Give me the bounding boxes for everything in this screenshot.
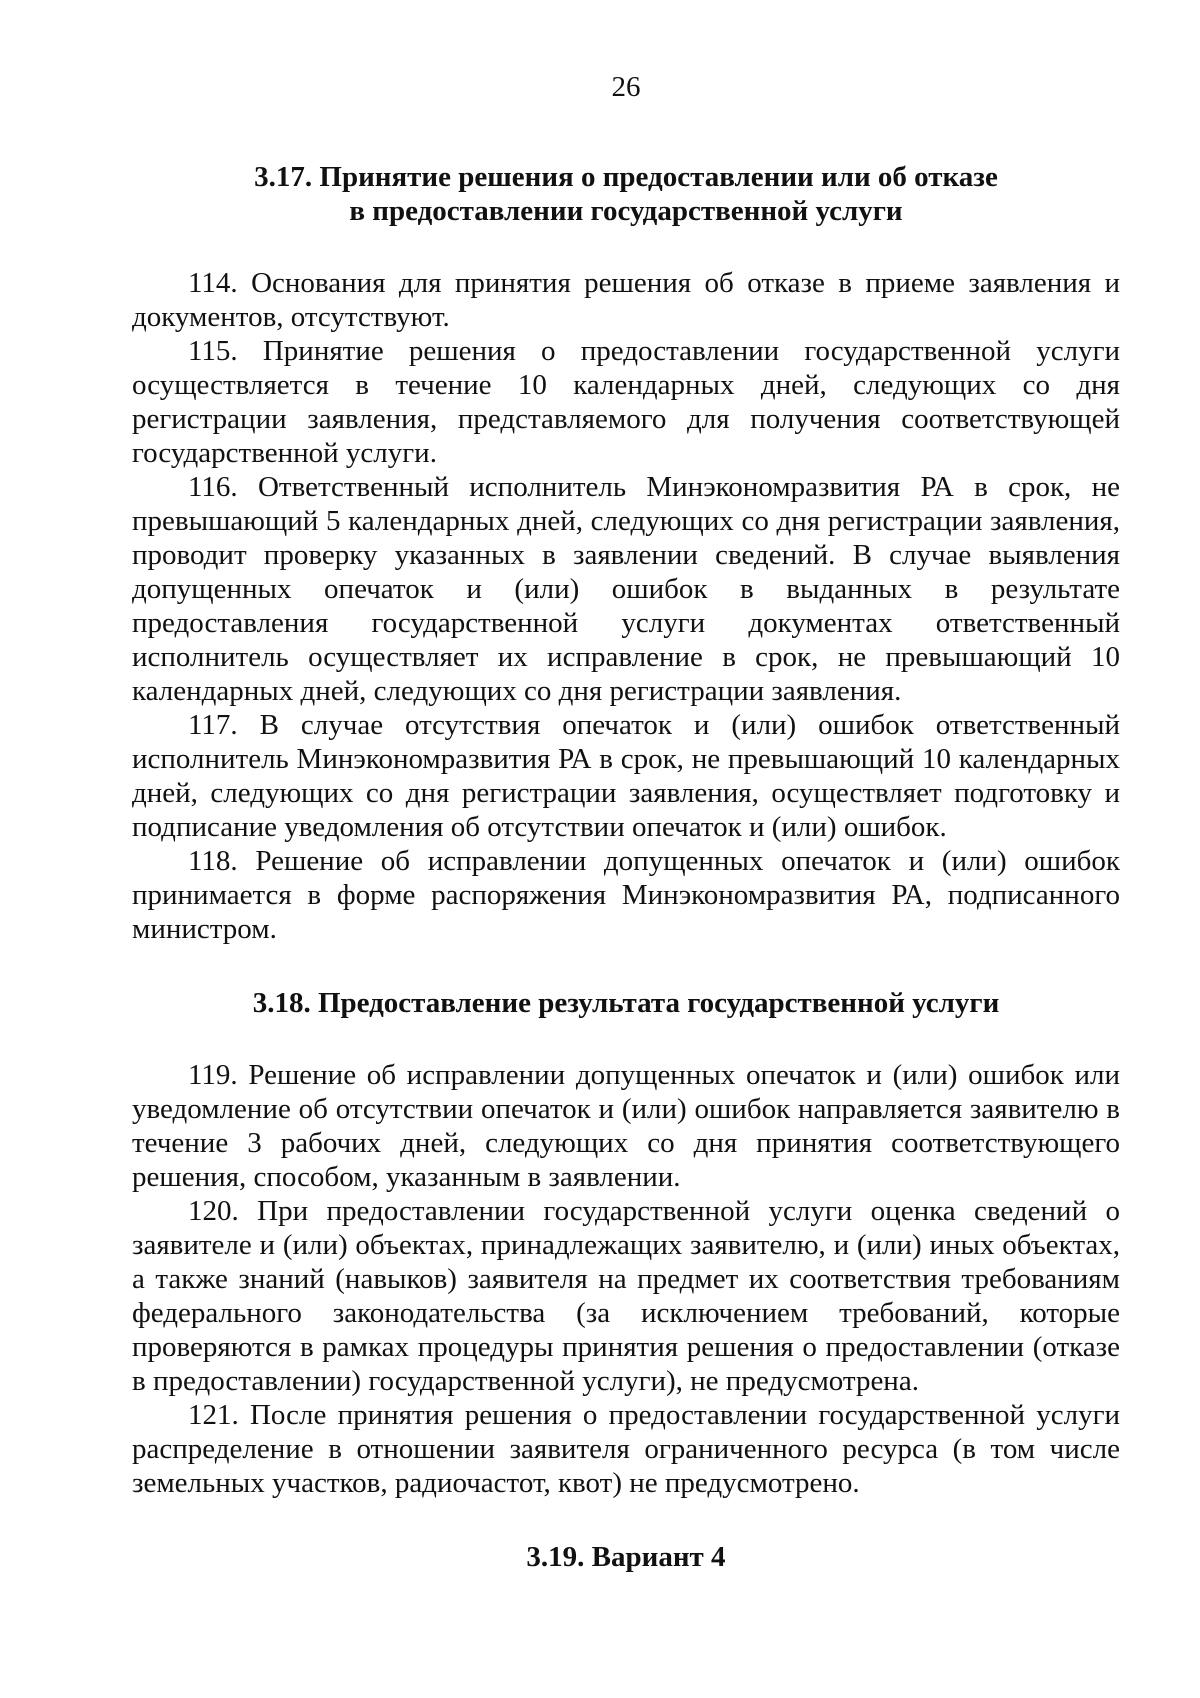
paragraph-115: 115. Принятие решения о предоставлении государственной услуги осуществляется в течение 10 календарных дней, следующих со дня регистрации заявления, представляемого для получения соответствующей государственной услуги. <box>132 335 1120 469</box>
paragraph-121: 121. После принятия решения о предоставлении государственной услуги распределение в отношении заявителя ограниченного ресурса (в том числе земельных участков, радиочастот, квот) не предусмотрено. <box>132 1399 1120 1499</box>
paragraph-120: 120. При предоставлении государственной услуги оценка сведений о заявителе и (или) объектах, принадлежащих заявителю, и (или) иных объектах, а также знаний (навыков) заявителя на предмет их соответствия требованиям федерального законодательства (за исключением требований, которые проверяются в рамках процедуры принятия решения о предоставлении (отказе в предоставлении) государственной услуги), не предусмотрена. <box>132 1195 1120 1397</box>
section-title-3-19 <box>132 1540 1120 1574</box>
paragraph-114: 114. Основания для принятия решения об отказе в приеме заявления и документов, отсутствуют. <box>132 267 1120 333</box>
section-title-3-18 <box>132 986 1120 1020</box>
page-number: 26 <box>611 71 641 103</box>
section-title-line: в предоставлении государственной услуги <box>349 195 903 227</box>
section-title-3-17 <box>132 160 1120 228</box>
section-title-line: 3.17. Принятие решения о предоставлении или об отказе <box>254 161 998 193</box>
section-title-line: 3.19. Вариант 4 <box>526 1541 726 1573</box>
paragraph-117: 117. В случае отсутствия опечаток и (или) ошибок ответственный исполнитель Минэкономразвития РА в срок, не превышающий 10 календарных дней, следующих со дня регистрации заявления, осуществляет подготовку и подписание уведомления об отсутствии опечаток и (или) ошибок. <box>132 709 1120 843</box>
paragraph-119: 119. Решение об исправлении допущенных опечаток и (или) ошибок или уведомление об отсутствии опечаток и (или) ошибок направляется заявителю в течение 3 рабочих дней, следующих со дня принятия соответствующего решения, способом, указанным в заявлении. <box>132 1059 1120 1193</box>
document-page <box>132 70 1120 1574</box>
paragraph-118: 118. Решение об исправлении допущенных опечаток и (или) ошибок принимается в форме распоряжения Минэкономразвития РА, подписанного министром. <box>132 845 1120 945</box>
paragraph-116: 116. Ответственный исполнитель Минэкономразвития РА в срок, не превышающий 5 календарных дней, следующих со дня регистрации заявления, проводит проверку указанных в заявлении сведений. В случае выявления допущенных опечаток и (или) ошибок в выданных в результате предоставления государственной услуги документах ответственный исполнитель осуществляет их исправление в срок, не превышающий 10 календарных дней, следующих со дня регистрации заявления. <box>132 471 1120 707</box>
section-title-line: 3.18. Предоставление результата государственной услуги <box>252 987 1000 1019</box>
